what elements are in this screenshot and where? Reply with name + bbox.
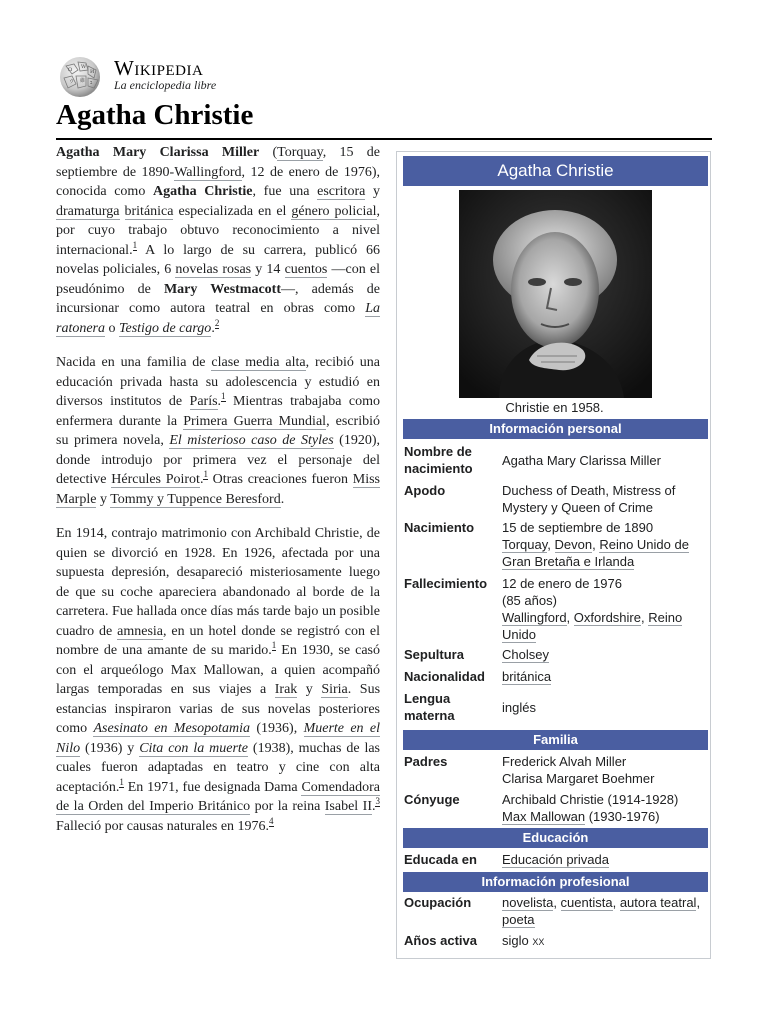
row-value <box>502 646 706 663</box>
svg-text:ウ: ウ <box>69 79 75 85</box>
link-cita-con-la-muerte[interactable]: Cita con la muerte <box>139 740 249 756</box>
link-muerte-en-el-nilo[interactable]: Muerte en el Nilo <box>56 721 381 756</box>
separator: , <box>640 610 649 625</box>
article-body <box>56 143 380 851</box>
text: . <box>280 491 285 507</box>
reference-number[interactable]: 1 <box>119 776 124 787</box>
text: , en un hotel donde se registró con el nombre de una amante de su marido. <box>56 623 380 658</box>
text: (1938), muchas de las cuales fueron adaptadas en teatro y cine con alta aceptación. <box>56 740 381 795</box>
reference-number[interactable]: 1 <box>203 469 208 479</box>
link-reino-unido-gran-bretana[interactable]: Reino Unido de Gran Bretaña e Irlanda <box>502 537 689 569</box>
text: , por cuyo trabajo obtuvo reconocimiento a nivel internacional. <box>56 203 380 258</box>
row-label: Fallecimiento <box>404 576 488 591</box>
row-label: Padres <box>404 754 448 769</box>
link-dramaturga[interactable]: dramaturga <box>56 203 120 219</box>
link-amnesia[interactable]: amnesia <box>117 623 164 639</box>
pseudonym: Mary Westmacott <box>163 281 282 297</box>
text: . <box>371 799 376 814</box>
link-genero-policial[interactable]: género policial <box>291 203 377 219</box>
row-value <box>502 575 706 643</box>
father-name: Frederick Alvah Miller <box>502 754 627 769</box>
text: En 1914, contrajo matrimonio con Archibald Christie, de quien se divorció en 1928. En 1926, afectada por una supuesta depresión, desapareció misteriosamente luego de que su coche apareciera abandonado al borde de la carretera. Fue hallada once días más tarde bajo un posible cuadro de <box>56 526 380 639</box>
text: Otras creaciones fueron <box>207 472 353 487</box>
row-label: Lengua materna <box>404 691 455 723</box>
text: , 12 de enero de 1976), conocida como <box>56 164 380 199</box>
separator: , <box>592 537 600 552</box>
svg-text:И: И <box>90 69 95 75</box>
row-value <box>502 791 706 825</box>
text: En 1930, se casó con el arqueólogo Max Mallowan, a quien acompañó largas temporadas en sus viajes a <box>56 643 380 697</box>
row-label: Nacimiento <box>404 520 475 535</box>
link-tommy-tuppence[interactable]: Tommy y Tuppence Beresford <box>110 491 281 507</box>
row-value: inglés <box>502 700 536 715</box>
row-value <box>502 668 706 685</box>
text: . <box>217 394 222 409</box>
link-autora-teatral[interactable]: autora teatral <box>619 895 697 910</box>
link-cuentista[interactable]: cuentista <box>560 895 613 910</box>
text: (1936) y <box>80 740 140 756</box>
wikipedia-tagline: La enciclopedia libre <box>114 78 217 92</box>
text: , escribió su primera novela, <box>56 413 380 448</box>
link-torquay[interactable]: Torquay <box>277 145 323 160</box>
paragraph-later-life <box>56 524 380 836</box>
link-britanica[interactable]: británica <box>502 669 552 684</box>
link-reino-unido[interactable]: Reino Unido <box>502 610 683 642</box>
reference-marker[interactable] <box>269 816 274 827</box>
subject-known-name: Agatha Christie <box>153 184 253 199</box>
row-value: Agatha Mary Clarissa Miller <box>502 453 661 468</box>
section-header-personal: Información personal <box>403 419 708 439</box>
section-header-educacion: Educación <box>403 828 708 848</box>
age-at-death: (85 años) <box>502 593 557 608</box>
mother-name: Clarisa Margaret Boehmer <box>502 771 655 786</box>
text: Falleció por causas naturales en 1976. <box>56 818 270 834</box>
link-poeta[interactable]: poeta <box>502 912 535 927</box>
separator: , <box>696 895 701 910</box>
link-isabel-ii[interactable]: Isabel II <box>324 799 372 814</box>
separator: , <box>553 895 561 910</box>
text: y <box>96 491 111 507</box>
text: , recibió una educación privada hasta su adolescencia y estudió en diversos institutos de <box>56 355 380 409</box>
row-label: Ocupación <box>404 895 472 910</box>
text: , 15 de septiembre de 1890- <box>56 145 381 180</box>
svg-text:Ω: Ω <box>68 67 73 73</box>
text: especializada en el <box>173 203 292 219</box>
row-label: Sepultura <box>404 647 464 662</box>
text: (1920), donde introdujo por primera vez el personaje del detective <box>56 433 381 487</box>
paragraph-early-life <box>56 353 380 509</box>
link-escritora[interactable]: escritora <box>317 184 366 199</box>
row-value <box>502 519 706 570</box>
text: —, además de incursionar como autora teatral en obras como <box>56 281 380 316</box>
link-novelas-rosas[interactable]: novelas rosas <box>175 262 252 277</box>
portrait-caption: Christie en 1958. <box>505 400 604 415</box>
row-value: Duchess of Death, Mistress of Mystery y Queen of Crime <box>502 483 676 515</box>
link-siria[interactable]: Siria <box>321 682 348 697</box>
link-devon[interactable]: Devon <box>554 537 593 552</box>
reference-number[interactable]: 1 <box>221 391 226 401</box>
link-cholsey[interactable]: Cholsey <box>502 647 549 662</box>
separator: , <box>612 895 620 910</box>
reference-number[interactable]: 1 <box>271 640 277 650</box>
link-testigo-de-cargo[interactable]: Testigo de cargo <box>119 320 212 336</box>
link-miss-marple[interactable]: Miss Marple <box>56 472 380 507</box>
row-label: Nacionalidad <box>404 669 485 684</box>
century-numeral: xx <box>532 933 545 948</box>
text: y 14 <box>251 262 285 277</box>
section-header-familia: Familia <box>403 730 708 750</box>
reference-number[interactable]: 2 <box>214 317 220 328</box>
reference-marker[interactable] <box>375 796 380 807</box>
link-misterioso-caso-styles[interactable]: El misterioso caso de Styles <box>169 433 334 448</box>
row-value <box>502 932 706 949</box>
birth-date: 15 de septiembre de 1890 <box>502 520 654 535</box>
link-primera-guerra-mundial[interactable]: Primera Guerra Mundial <box>183 413 327 429</box>
active-years: siglo <box>502 933 533 948</box>
paragraph-intro <box>56 143 380 338</box>
text: y <box>297 682 322 697</box>
row-value <box>502 851 706 868</box>
row-value <box>502 753 706 787</box>
svg-text:維: 維 <box>80 78 86 84</box>
link-britanica[interactable]: británica <box>124 203 174 219</box>
link-comendadora-orden[interactable]: Comendadora de la Orden del Imperio Británico <box>56 779 380 814</box>
text: A lo largo de su carrera, publicó 66 novelas policiales, 6 <box>56 242 380 277</box>
text: . <box>211 320 215 336</box>
death-date: 12 de enero de 1976 <box>502 576 622 591</box>
infobox <box>396 151 711 959</box>
link-la-ratonera[interactable]: La ratonera <box>56 301 380 336</box>
link-educacion-privada[interactable]: Educación privada <box>502 852 609 867</box>
portrait-photo[interactable] <box>459 190 652 398</box>
text: y <box>365 184 381 199</box>
spouse-2-years: (1930-1976) <box>585 809 660 824</box>
text: (1936), <box>250 721 304 736</box>
link-novelista[interactable]: novelista <box>502 895 554 910</box>
text: —con el pseudónimo de <box>56 262 380 297</box>
link-oxfordshire[interactable]: Oxfordshire <box>573 610 641 625</box>
wikipedia-globe-logo[interactable] <box>56 54 104 98</box>
text: ( <box>259 145 278 160</box>
text: Nacida en una familia de <box>56 355 212 370</box>
separator: , <box>547 537 555 552</box>
reference-number[interactable]: 3 <box>375 796 380 806</box>
section-header-profesional: Información profesional <box>403 872 708 892</box>
link-torquay[interactable]: Torquay <box>502 537 548 552</box>
reference-number[interactable]: 1 <box>132 239 138 250</box>
svg-text:ב: ב <box>90 80 93 86</box>
row-label: Apodo <box>404 483 446 498</box>
wikipedia-wordmark[interactable]: Wikipedia <box>114 56 204 80</box>
text: En 1971, fue designada Dama <box>123 779 302 795</box>
reference-marker[interactable] <box>215 318 220 329</box>
reference-number[interactable]: 4 <box>269 815 274 826</box>
portrait-image <box>459 190 652 398</box>
link-max-mallowan[interactable]: Max Mallowan <box>502 809 586 824</box>
link-asesinato-mesopotamia[interactable]: Asesinato en Mesopotamia <box>93 721 251 736</box>
row-label: Nombre de nacimiento <box>404 444 473 476</box>
row-value <box>502 894 706 928</box>
page-title: Agatha Christie <box>56 98 712 140</box>
link-wallingford[interactable]: Wallingford <box>174 164 242 180</box>
text: , fue una <box>252 184 318 199</box>
spouse-1: Archibald Christie (1914-1928) <box>502 792 679 807</box>
svg-text:W: W <box>81 64 87 70</box>
row-label: Cónyuge <box>404 792 460 807</box>
link-wallingford[interactable]: Wallingford <box>502 610 567 625</box>
link-irak[interactable]: Irak <box>274 682 298 697</box>
text: Mientras trabajaba como enfermera durante la <box>56 394 380 429</box>
infobox-title: Agatha Christie <box>403 156 708 186</box>
text: . Sus estancias inspiraron varias de sus novelas posteriores como <box>56 682 381 736</box>
text: por la reina <box>250 799 325 814</box>
row-label: Educada en <box>404 852 477 867</box>
link-cuentos[interactable]: cuentos <box>284 262 328 277</box>
row-label: Años activa <box>404 933 477 948</box>
link-paris[interactable]: París <box>189 394 218 409</box>
link-hercules-poirot[interactable]: Hércules Poirot <box>111 472 200 487</box>
text: o <box>105 320 119 336</box>
subject-full-name: Agatha Mary Clarissa Miller <box>56 145 260 160</box>
separator: , <box>566 610 574 625</box>
text <box>120 204 125 219</box>
link-clase-media-alta[interactable]: clase media alta <box>211 355 306 370</box>
text: . <box>199 472 204 487</box>
